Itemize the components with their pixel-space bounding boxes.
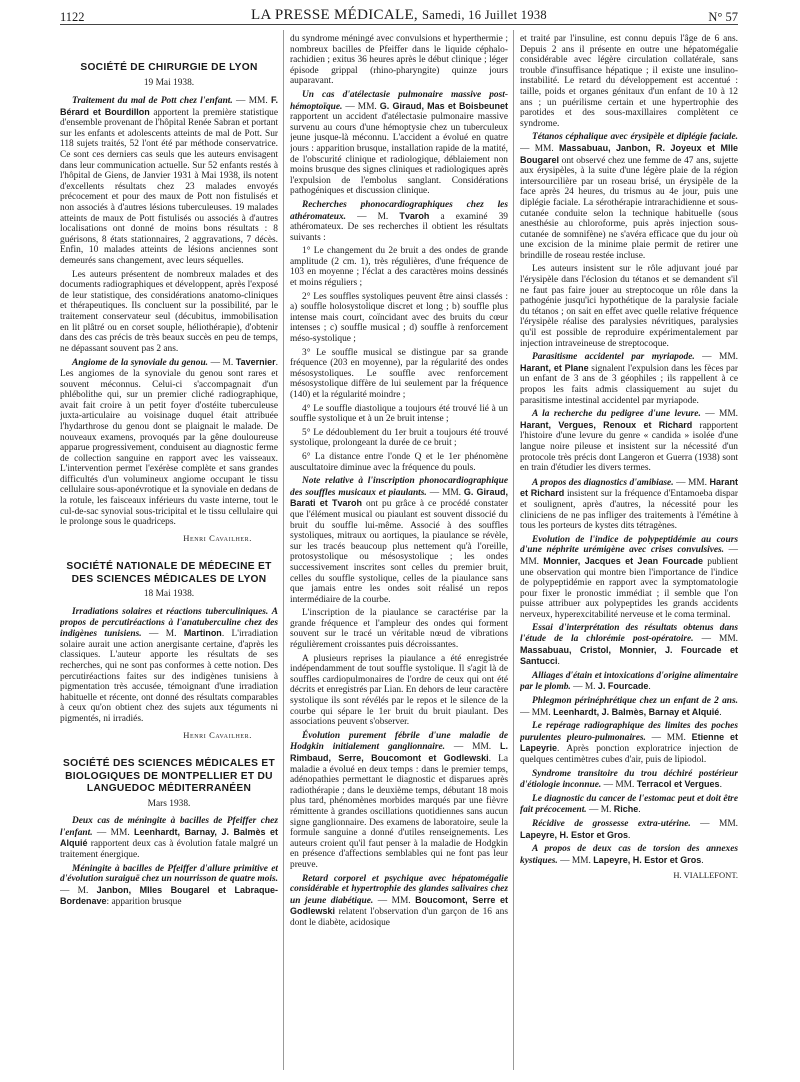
article-separator: — MM. [557, 855, 594, 866]
article-body: publient une observation qui montre bien l'importance de l'indice de polypeptidémie en rapport avec la symptomatologie pour fixer le pronostic immédiat ; il semble que l'on puisse attribuer aux polypeptides les grands accidents nerveux, hyperexcitabilité nerveuse et le coma terminal. [520, 556, 738, 620]
article-separator: — MM. [426, 487, 464, 498]
article-body: insistent sur la fréquence d'Entamoeba dispar et soulignent, après d'autres, la nécessité pour les cliniciens de ne pas infliger des traitements à l'émétine à tous les porteurs de kystes dits tétragènes. [520, 489, 738, 532]
article-title: Récidive de grossesse extra-utérine. [532, 818, 691, 829]
article-authors: Monnier, Jacques et Jean Fourcade [543, 555, 703, 566]
article-authors: Lapeyre, H. Estor et Gros [520, 829, 629, 840]
article [290, 476, 508, 605]
issue-date: Samedi, 16 Juillet 1938 [422, 8, 547, 22]
article [290, 200, 508, 243]
article [520, 409, 738, 474]
issue-number: N° 57 [708, 10, 738, 24]
signature: H. VIALLEFONT. [673, 870, 738, 881]
article-title: Note relative à l'inscription phonocardiographique des souffles musicaux et piaulants. [290, 476, 508, 498]
article-authors: Harant, Vergues, Renoux et Richard [520, 419, 693, 430]
article-title: Parasitisme accidentel par myriapode. [532, 352, 695, 363]
article [60, 607, 278, 725]
article-authors: Boucomont, Serre et Godlewski [290, 894, 508, 917]
article-separator: — MM. [690, 818, 738, 829]
journal-title-line [60, 7, 738, 24]
article [520, 696, 738, 718]
article [520, 671, 738, 693]
list-item: 4° Le souffle diastolique a toujours été trouvé lié à un souffle systolique et à un 2e bruit intense ; [290, 403, 508, 425]
column-3 [520, 34, 738, 1074]
article-authors: Riche [613, 804, 639, 815]
article-title: Deux cas de méningite à bacilles de Pfeiffer chez l'enfant. [60, 816, 278, 838]
article-title: Phlegmon périnéphrétique chez un enfant de 2 ans. [532, 696, 738, 707]
article-authors: J. Fourcade [597, 681, 649, 692]
article [520, 721, 738, 765]
article-separator: — MM. [601, 780, 637, 791]
article-body: apportent la première statistique d'ensemble provenant de l'hôpital Renée Sabran et portant sur les enfants et adolescents atteints de mal de Pott. Sur 118 sujets traités, 52 l'ont été par méthode conservatrice. Ce sont ces derniers cas seuls que les auteurs envisagent dans leur communication actuelle. Sur 52 enfants restés à l'hôpital de Giens, de Janvier 1931 à Mai 1938, ils notent d'excellents résultats chez 23 malades envoyés précocement et pour des maux de Pott non fistulisés et non associés à d'autres lésions tuberculeuses. 19 malades atteints de maux de Pott fistulisés ou associés à d'autres localisations ont donné de moins bons résultats : 8 guérisons, 8 états stationnaires, 2 aggravations, 7 décès. Enfin, 10 malades atteints de lésions anciennes sont demeurés sans changement, avec leurs séquelles. [60, 107, 278, 266]
article-body: . La maladie a évolué en deux temps : dans le premier temps, adénopathies permettant le diagnostic et disparues après radiothérapie ; dans le deuxième temps, débutant 18 mois plus tard, phénomènes morbides marqués par une fièvre rémittente à grandes oscillations quotidiennes sans aucun signe ganglionnaire. Des examens de laboratoire, seule la formule sanguine a donné d'utiles renseignements. Les auteurs croient qu'il faut penser à la maladie de Hodgkin en présence d'affections semblables qui ne font pas leur preuve. [290, 754, 508, 870]
page-number: 1122 [60, 10, 85, 24]
article-body: . L'irradiation solaire aurait une action anergisante certaine, d'après les classiques. L'auteur apporte les résultats de ses recherches, qui ne sont pas conformes à cette notion. Des percutiréactions faites sur des indigènes tunisiens à pigmentation très accusée, témoignant d'une irradiation habituelle et récente, ont donné des résultats comparables à ceux qu'on obtient chez des sujets aux téguments ni pigmentés, ni irradiés. [60, 629, 278, 724]
article-title: A propos des diagnostics d'amibiase. [532, 477, 674, 488]
article-authors: Etienne et Lapeyrie [520, 731, 738, 754]
article [520, 623, 738, 667]
article-separator: — M. [60, 885, 97, 896]
article [520, 769, 738, 791]
signature: Henri Cavailher. [183, 532, 252, 543]
article-body: ont pu grâce à ce procédé constater que l'élément musical ou piaulant est souvent dissocié du bruit du souffle lui-même. Associé à des souffles systoliques, mitraux ou aortiques, la piaulance se révèle, sur les tracés beaucoup plus nettement qu'à l'oreille, protosystolique ou mésosystolique ; les ondes successivement inscrites sont celles du premier bruit, celles du souffle systolique, celles de la piaulance sans que jamais entre les ondes soit réalisé un repos intermédiaire de la courbe. [290, 499, 508, 605]
article-authors: G. Giraud, Barati et Tvaroh [290, 486, 508, 509]
article-authors: L. Rimbaud, Serre, Boucomont et Godlewski [290, 741, 508, 763]
article-title: A la recherche du pedigree d'une levure. [532, 409, 701, 420]
article-paragraph: Les auteurs présentent de nombreux malades et des documents radiographiques et développent, après l'exposé de leur statistique, des considérations anatomo-cliniques et thérapeutiques. Ils concluent sur la possibilité, par le traitement conservateur seul (décubitus, immobilisation en lit plâtré ou en corset souple, héliothérapie), d'obtenir dans des cas précis de très beaux succès en peu de temps, ne dépassant souvent pas 2 ans. [60, 269, 278, 354]
article-separator: — M. [208, 358, 236, 369]
article-body: rapportent deux cas à évolution fatale malgré un traitement énergique. [60, 839, 278, 861]
article-separator: — MM. [694, 352, 738, 363]
article-authors: Harant et Richard [520, 476, 738, 499]
article [290, 731, 508, 871]
article-body: . Après ponction exploratrice injection de quelques centimètres cubes d'air, puis de lipiodol. [520, 744, 738, 765]
article-authors: Harant, et Plane [520, 362, 589, 373]
article [520, 844, 738, 866]
article-separator: — MM. [232, 96, 271, 107]
article-title: Syndrome transitoire du trou déchiré postérieur d'étiologie inconnue. [520, 768, 738, 791]
article-body: : apparition brusque [106, 897, 182, 908]
article-separator: — MM. [700, 409, 738, 420]
section-title: SOCIÉTÉ NATIONALE DE MÉDECINE ET DES SCIENCES MÉDICALES DE LYON [66, 561, 272, 585]
article-separator: — MM. [520, 545, 738, 567]
section-date: 18 Mai 1938. [143, 589, 195, 600]
article [520, 819, 738, 841]
article-authors: Janbon, Mlles Bougarel et Labraque-Bordenave [60, 884, 278, 907]
article-separator: — MM. [645, 732, 692, 743]
article-body: a examiné 39 athéromateux. De ses recherches il obtient les résultats suivants : [290, 211, 508, 243]
article-body: signalent l'expulsion dans les fèces par un enfant de 3 ans de 3 géophiles ; ils rappellent à ce propos les faits admis classiquement au sujet du parasitisme intestinal accidentel par myriapode. [520, 363, 738, 406]
article-authors: Leenhardt, J. Balmès, Barnay et Alquié [553, 706, 720, 717]
article [60, 864, 278, 908]
column-1 [60, 34, 278, 1074]
article-authors: Tvaroh [399, 210, 430, 221]
article-body: . [719, 780, 722, 791]
article [60, 95, 278, 267]
article-authors: Leenhardt, Barnay, J. Balmès et Alquié [60, 826, 278, 849]
section-title: SOCIÉTÉ DES SCIENCES MÉDICALES ET BIOLOGIQUES DE MONTPELLIER ET DU LANGUEDOC MÉDITERRANÉEN [63, 758, 275, 795]
article-authors: Tavernier [235, 357, 276, 368]
article-title: Tétanos céphalique avec érysipèle et diplégie faciale. [532, 132, 738, 143]
article-authors: Massabuau, Cristol, Monnier, J. Fourcade et Santucci [520, 644, 738, 667]
column-divider [513, 30, 514, 1070]
article [520, 352, 738, 406]
article-title: Alliages d'étain et intoxications d'origine alimentaire par le plomb. [520, 670, 738, 693]
article-body: rapportent l'histoire d'une levure du genre « candida » isolée d'une langue noire pileuse et insistent sur la nécessité d'un protocole très précis dont Langeron et Guerra (1938) sont en train d'étudier les divers termes. [520, 420, 738, 474]
article-separator: — MM. [445, 742, 501, 753]
article-authors: Lapeyre, H. Estor et Gros [593, 854, 702, 865]
article-title: Angiome de la synoviale du genou. [72, 358, 209, 369]
article-separator: — M. [141, 629, 184, 640]
article [520, 794, 738, 816]
article [520, 535, 738, 621]
section-date: Mars 1938. [147, 798, 191, 809]
article-title: Un cas d'atélectasie pulmonaire massive post-hémoptoïque. [290, 89, 508, 112]
article-title: Recherches phonocardiographiques chez les athéromateux. [290, 199, 508, 222]
article [60, 816, 278, 860]
article-title: Le diagnostic du cancer de l'estomac peut et doit être fait précocement. [520, 793, 738, 816]
signature: Henri Cavailher. [183, 729, 252, 740]
article-body: ont observé chez une femme de 47 ans, sujette aux érysipèles, à la suite d'une légère plaie de la région intersourcilière par un roseau brisé, un érysipèle de la face après 24 heures, du trismus au 4e jour, puis une diplégie faciale. La sérothérapie intrarachidienne et sous-cutanée conduite selon la technique habituelle (sous anesthésie au chloroforme, puis après injection sous-cutanée de somnifène) ne s'avéra efficace que du jour où une excision de la minime plaie permit de retirer une brindille de roseau restée incluse. [520, 155, 738, 261]
article-authors: Terracol et Vergues [636, 779, 720, 790]
article [290, 874, 508, 929]
article-paragraph: Les auteurs insistent sur le rôle adjuvant joué par l'érysipèle dans l'éclosion du tétanos et se demandent s'il ne faut pas faire jouer au streptocoque un rôle dans la pathogénie jusqu'ici hypothétique de la paralysie faciale du tétanos ; on sait en effet avec quelle relative fréquence l'érysipèle réalise des paralysies névritiques, paralysies qu'il est possible de reproduire expérimentalement par injection intraveineuse de streptocoque. [520, 264, 738, 349]
column-divider [283, 30, 284, 1070]
article-body: . Les angiomes de la synoviale du genou sont rares et souvent méconnus. Celui-ci s'accompagnait d'un phlébolithe qui, sur un premier cliché radiographique, avait fait croire à un petit foyer d'ostéite tuberculeuse juxta-articulaire au voisinage duquel était attribuée l'hydarthrose du genou dont se plaignait le malade. De nouveaux examens, provoqués par la gêne douloureuse apparue progressivement, conduisent au diagnostic ferme de collection sanguine en rapport avec les vaisseaux. L'intervention permet l'exérèse complète et sans grandes difficultés d'un volumineux angiome occupant le tissu cellulaire sous-aponévrotique et la synoviale en dedans de la rotule, les faisceaux inférieurs du vaste interne, tout le cul-de-sac synovial sous-tricipital et le tissu cellulaire qui le prolonge sous le quadriceps. [60, 358, 278, 528]
article-title: Le repérage radiographique des limites des poches purulentes pleuro-pulmonaires. [520, 721, 738, 743]
article-body: . [638, 805, 641, 816]
article-paragraph: et traité par l'insuline, est connu depuis l'âge de 6 ans. Depuis 2 ans il présente en outre une hépatomégalie considérable avec légère circulation collatérale, sans trouble d'insuffisance hépatique ; il existe une insulino-instabilité. Le retard du développement est accentué : taille, poids et organes génitaux d'un enfant de 10 à 12 ans ; un puérilisme certain et une hypertrophie des parotides et des sous-maxillaires complètent ce syndrome. [520, 34, 738, 129]
section-date: 19 Mai 1938. [143, 77, 195, 88]
article [520, 477, 738, 532]
article [520, 132, 738, 261]
list-item: 3° Le souffle musical se distingue par sa grande fréquence (203 en moyenne), par la régularité des ondes mésosystoliques. Le souffle avec renforcement mésosystolique diffère de lui seulement par la fréquence (140) et la régularité moindre ; [290, 347, 508, 400]
article-title: Méningite à bacilles de Pfeiffer d'allure primitive et d'évolution suraiguë chez un nourrisson de quatre mois. [60, 863, 278, 885]
article-body: relatent l'observation d'un garçon de 16 ans dont le diabète, acidosique [290, 907, 508, 928]
article [60, 357, 278, 528]
article-body: . [648, 682, 651, 693]
article-body: . [557, 657, 560, 668]
header-rule [60, 24, 738, 25]
article-separator: — M. [570, 682, 598, 693]
article-separator: — MM. [342, 101, 380, 112]
journal-title: LA PRESSE MÉDICALE, [251, 7, 418, 23]
article-separator: — MM. [520, 143, 560, 154]
list-item: 6° La distance entre l'onde Q et le 1er phénomène auscultatoire diminue avec la fréquence du pouls. [290, 451, 508, 473]
list-item: 2° Les souffles systoliques peuvent être ainsi classés : a) souffle holosystolique discret et long ; b) souffle plus intense mais court, coïncidant avec des bruits du cœur intenses ; c) souffle musical ; d) souffle à renforcement méso-systolique ; [290, 291, 508, 345]
article-body: . [628, 830, 631, 841]
article-separator: — MM. [92, 827, 135, 838]
article-authors: F. Bérard et Bourdillon [60, 95, 278, 117]
list-item: 1° Le changement du 2e bruit a des ondes de grande amplitude (2 cm. 1), très régulières, d'une fréquence de 103 en moyenne ; l'éclat a des caractères moins dessinés et moins réguliers ; [290, 246, 508, 289]
list-item: 5° Le dédoublement du 1er bruit a toujours été trouvé systolique, prolongeant la durée de ce bruit ; [290, 427, 508, 449]
article-title: Essai d'interprétation des résultats obtenus dans l'étude de la chlorémie post-opératoire. [520, 623, 738, 645]
article-title: Irradiations solaires et réactions tuberculiniques. A propos de percutiréactions à l'anatuberculine chez des indigènes tunisiens. [60, 607, 278, 640]
section-title: SOCIÉTÉ DE CHIRURGIE DE LYON [80, 62, 258, 73]
article-body: . [719, 707, 722, 718]
article-title: Évolution purement fébrile d'une maladie de Hodgkin initialement ganglionnaire. [290, 730, 508, 753]
article-authors: Martinon [183, 628, 222, 639]
column-2 [290, 34, 508, 1074]
article-separator: — MM. [520, 707, 554, 718]
article-title: Evolution de l'indice de polypeptidémie au cours d'une néphrite urémigène avec crises convulsives. [520, 534, 738, 556]
article-title: Retard corporel et psychique avec hépatomégalie considérable et hypertrophie des glandes salivaires chez un jeune diabétique. [290, 873, 508, 906]
article-paragraph: du syndrome méningé avec convulsions et hyperthermie ; nombreux bacilles de Pfeiffer dans le liquide céphalo-rachidien ; exitus 36 heures après le début clinique ; léger épisode grippal (rhino-pharyngite) quinze jours auparavant. [290, 34, 508, 87]
article-body: . [701, 855, 704, 866]
article-body: rapportent un accident d'atélectasie pulmonaire massive survenu au cours d'une hémoptysie chez un tuberculeux jeune jusque-là méconnu. L'accident a évolué en quatre jours : apparition brusque, installation rapide de la matité, de l'obscurité clinique et radiologique, déblaiement non moins brusque des signes cliniques et radiologiques après l'expulsion de l'embolus sanglant. Considérations pathogéniques et discussion clinique. [290, 112, 508, 197]
article-separator: — MM. [693, 634, 738, 645]
article-authors: G. Giraud, Mas et Boisbeunet [379, 100, 508, 111]
article-paragraph: A plusieurs reprises la piaulance a été enregistrée indépendamment de tout souffle systolique. Il s'agit là de souffles cardiopulmonaires de l'ordre de ceux qui ont été décrits et enregistrés par Lian. En dehors de leur caractère systolique ils sont révélés par le repos et le silence de la courbe qui sépare le 1er bruit du bruit piaulant. Des associations peuvent s'observer. [290, 653, 508, 728]
article-title: Traitement du mal de Pott chez l'enfant. [72, 96, 233, 107]
article-title: A propos de deux cas de torsion des annexes kystiques. [520, 844, 738, 866]
article-paragraph: L'inscription de la piaulance se caractérise par la grande fréquence et l'ampleur des ondes qui forment souvent sur le tracé un véritable nœud de vibrations régulièrement croissantes puis décroissantes. [290, 608, 508, 651]
article-separator: — MM. [673, 477, 710, 488]
article [290, 90, 508, 197]
article-authors: Massabuau, Janbon, R. Joyeux et Mlle Bougarel [520, 142, 738, 165]
article-separator: — M. [586, 805, 614, 816]
article-separator: — MM. [373, 895, 416, 906]
article-separator: — M. [346, 211, 400, 222]
